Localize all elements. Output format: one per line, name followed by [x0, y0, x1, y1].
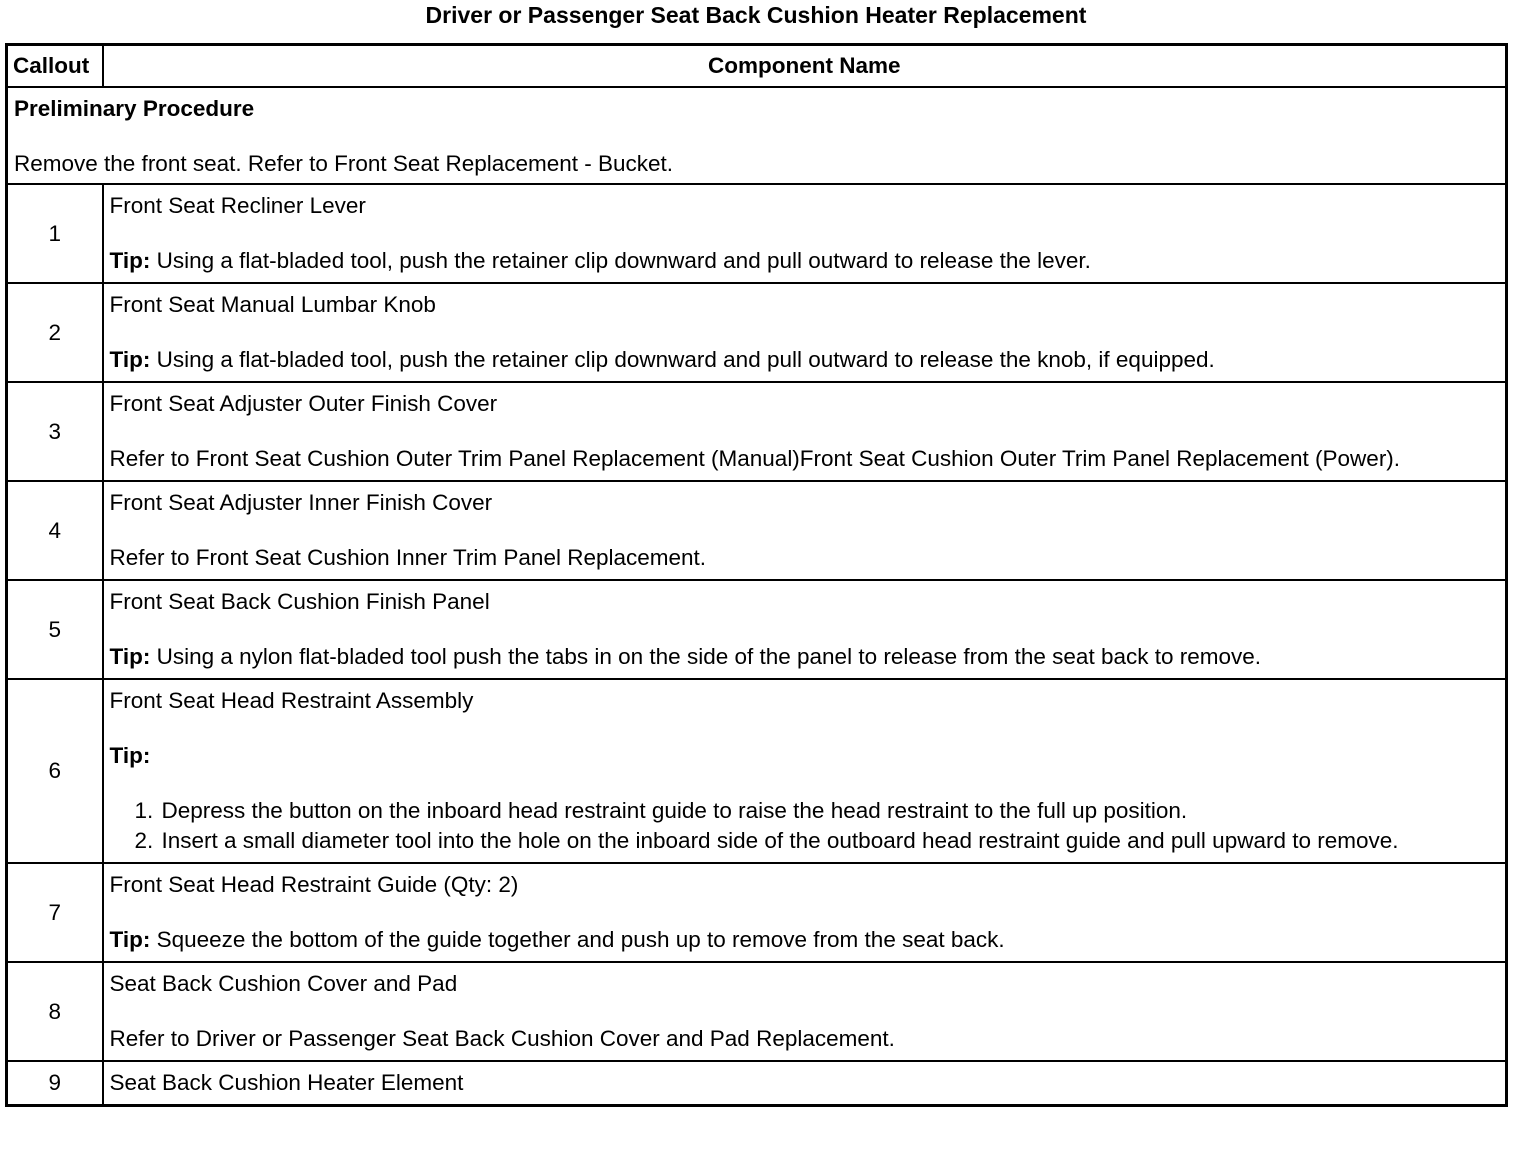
component-reference: Refer to Front Seat Cushion Inner Trim Panel Replacement.	[109, 545, 707, 570]
callout-number: 3	[7, 382, 103, 481]
tip-steps-list	[110, 796, 1500, 856]
component-cell	[103, 580, 1507, 679]
table-row	[7, 382, 1507, 481]
tip-text: Using a nylon flat-bladed tool push the tabs in on the side of the panel to release from the seat back to remove.	[156, 644, 1262, 669]
callout-number: 9	[7, 1061, 103, 1106]
tip-text: Squeeze the bottom of the guide together and push up to remove from the seat back.	[156, 927, 1005, 952]
preliminary-text: Remove the front seat. Refer to Front Seat Replacement - Bucket.	[14, 151, 674, 176]
component-tip	[110, 246, 1500, 276]
component-name: Seat Back Cushion Heater Element	[109, 1070, 464, 1095]
table-row	[7, 184, 1507, 283]
component-cell	[103, 1061, 1507, 1106]
table-row	[7, 481, 1507, 580]
callout-column-header: Callout	[7, 45, 103, 88]
callout-number: 2	[7, 283, 103, 382]
tip-label: Tip:	[109, 743, 151, 768]
component-name: Seat Back Cushion Cover and Pad	[109, 971, 458, 996]
tip-label: Tip:	[109, 927, 151, 952]
component-tip	[110, 642, 1500, 672]
component-name: Front Seat Manual Lumbar Knob	[109, 292, 436, 317]
table-row	[7, 1061, 1507, 1106]
component-tip	[110, 925, 1500, 955]
callout-number: 4	[7, 481, 103, 580]
component-cell	[103, 382, 1507, 481]
component-name: Front Seat Adjuster Outer Finish Cover	[109, 391, 498, 416]
component-reference: Refer to Front Seat Cushion Outer Trim Panel Replacement (Manual)Front Seat Cushion Outer Trim Panel Replacement (Power).	[109, 446, 1401, 471]
component-name: Front Seat Head Restraint Guide (Qty: 2)	[109, 872, 519, 897]
table-row	[7, 283, 1507, 382]
callout-number: 1	[7, 184, 103, 283]
tip-label: Tip:	[109, 347, 151, 372]
preliminary-heading: Preliminary Procedure	[14, 96, 255, 121]
tip-label: Tip:	[109, 248, 151, 273]
tip-step: 1. Depress the button on the inboard head restraint guide to raise the head restraint to the full up position.	[160, 796, 1500, 826]
component-cell	[103, 679, 1507, 863]
callout-number: 5	[7, 580, 103, 679]
component-cell	[103, 962, 1507, 1061]
callout-number: 8	[7, 962, 103, 1061]
table-row	[7, 863, 1507, 962]
component-name: Front Seat Back Cushion Finish Panel	[109, 589, 490, 614]
tip-label: Tip:	[109, 644, 151, 669]
tip-text: Using a flat-bladed tool, push the retainer clip downward and pull outward to release the lever.	[156, 248, 1091, 273]
table-row	[7, 679, 1507, 863]
component-tip	[110, 345, 1500, 375]
tip-step: 2. Insert a small diameter tool into the hole on the inboard side of the outboard head restraint guide and pull upward to remove.	[160, 826, 1500, 856]
callout-number: 6	[7, 679, 103, 863]
component-cell	[103, 481, 1507, 580]
table-row	[7, 580, 1507, 679]
table-header-row	[7, 45, 1507, 88]
component-column-header: Component Name	[103, 45, 1507, 88]
procedure-table	[5, 43, 1508, 1107]
callout-number: 7	[7, 863, 103, 962]
component-name: Front Seat Head Restraint Assembly	[109, 688, 474, 713]
table-row	[7, 962, 1507, 1061]
preliminary-row	[7, 87, 1507, 184]
component-cell	[103, 184, 1507, 283]
component-cell	[103, 283, 1507, 382]
tip-text: Using a flat-bladed tool, push the retainer clip downward and pull outward to release the knob, if equipped.	[156, 347, 1215, 372]
preliminary-cell	[7, 87, 1507, 184]
component-reference: Refer to Driver or Passenger Seat Back Cushion Cover and Pad Replacement.	[109, 1026, 895, 1051]
component-name: Front Seat Recliner Lever	[109, 193, 366, 218]
page-title: Driver or Passenger Seat Back Cushion Heater Replacement	[425, 2, 1087, 28]
component-name: Front Seat Adjuster Inner Finish Cover	[109, 490, 493, 515]
component-cell	[103, 863, 1507, 962]
